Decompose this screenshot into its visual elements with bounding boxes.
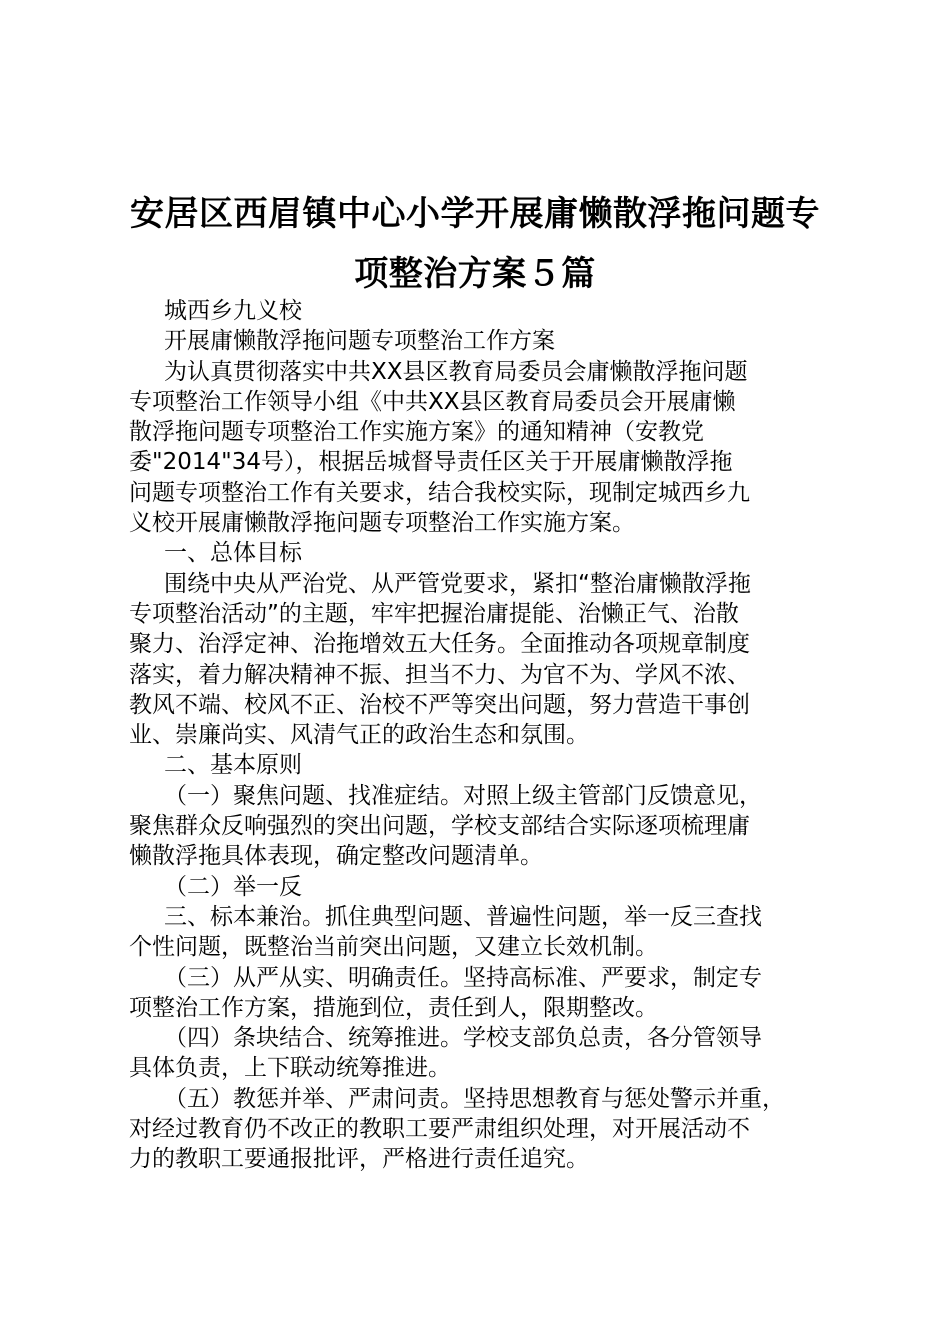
body-text-line: （三）从严从实、明确责任。坚持高标准、严要求，制定专 [164,964,762,991]
body-text-line: 城西乡九义校 [164,298,302,324]
body-text-line: 力的教职工要通报批评，严格进行责任追究。 [129,1146,589,1173]
body-text-line: 专项整治工作领导小组《中共XX县区教育局委员会开展庸懒 [129,388,736,415]
document-body [129,296,829,1175]
body-text-line: 落实，着力解决精神不振、担当不力、为官不为、学风不浓、 [129,661,750,688]
body-text-line: （四）条块结合、统筹推进。学校支部负总责，各分管领导 [164,1025,762,1052]
body-text-line: （二）举一反 [164,873,302,900]
document-title-line-2: 项整治方案５篇 [354,254,596,294]
body-text-line: （五）教惩并举、严肃问责。坚持思想教育与惩处警示并重， [164,1085,785,1112]
body-text-line: 对经过教育仍不改正的教职工要严肃组织处理，对开展活动不 [129,1116,750,1143]
body-text-line: 散浮拖问题专项整治工作实施方案》的通知精神（安教党 [129,419,704,446]
body-text-line: 业、崇廉尚实、风清气正的政治生态和氛围。 [129,722,589,749]
body-text-line: 开展庸懒散浮拖问题专项整治工作方案 [164,328,555,355]
body-text-line: 为认真贯彻落实中共XX县区教育局委员会庸懒散浮拖问题 [164,358,748,385]
body-text-line: 教风不端、校风不正、治校不严等突出问题，努力营造干事创 [129,691,750,718]
body-text-line: 具体负责，上下联动统筹推进。 [129,1055,451,1082]
body-text-line: 项整治工作方案，措施到位，责任到人，限期整改。 [129,994,658,1021]
body-text-line: （一）聚焦问题、找准症结。对照上级主管部门反馈意见， [164,782,762,809]
body-text-line: 问题专项整治工作有关要求，结合我校实际，现制定城西乡九 [129,479,750,506]
body-text-line: 围绕中央从严治党、从严管党要求，紧扣“整治庸懒散浮拖 [164,570,751,597]
body-text-line: 个性问题，既整治当前突出问题，又建立长效机制。 [129,934,658,961]
body-text-line: 专项整治活动”的主题，牢牢把握治庸提能、治懒正气、治散 [129,600,739,627]
body-text-line: 懒散浮拖具体表现，确定整改问题清单。 [129,843,543,870]
body-text-line: 义校开展庸懒散浮拖问题专项整治工作实施方案。 [129,510,635,537]
body-text-line: 二、基本原则 [164,752,302,779]
body-text-line: 三、标本兼治。抓住典型问题、普遍性问题，举一反三查找 [164,903,762,930]
body-text-line: 一、总体目标 [164,540,302,567]
body-text-line: 委"2014"34号），根据岳城督导责任区关于开展庸懒散浮拖 [129,449,733,476]
body-text-line: 聚焦群众反响强烈的突出问题，学校支部结合实际逐项梳理庸 [129,813,750,840]
body-text-line: 聚力、治浮定神、治拖增效五大任务。全面推动各项规章制度 [129,631,750,658]
document-title-line-1: 安居区西眉镇中心小学开展庸懒散浮拖问题专 [130,194,820,234]
